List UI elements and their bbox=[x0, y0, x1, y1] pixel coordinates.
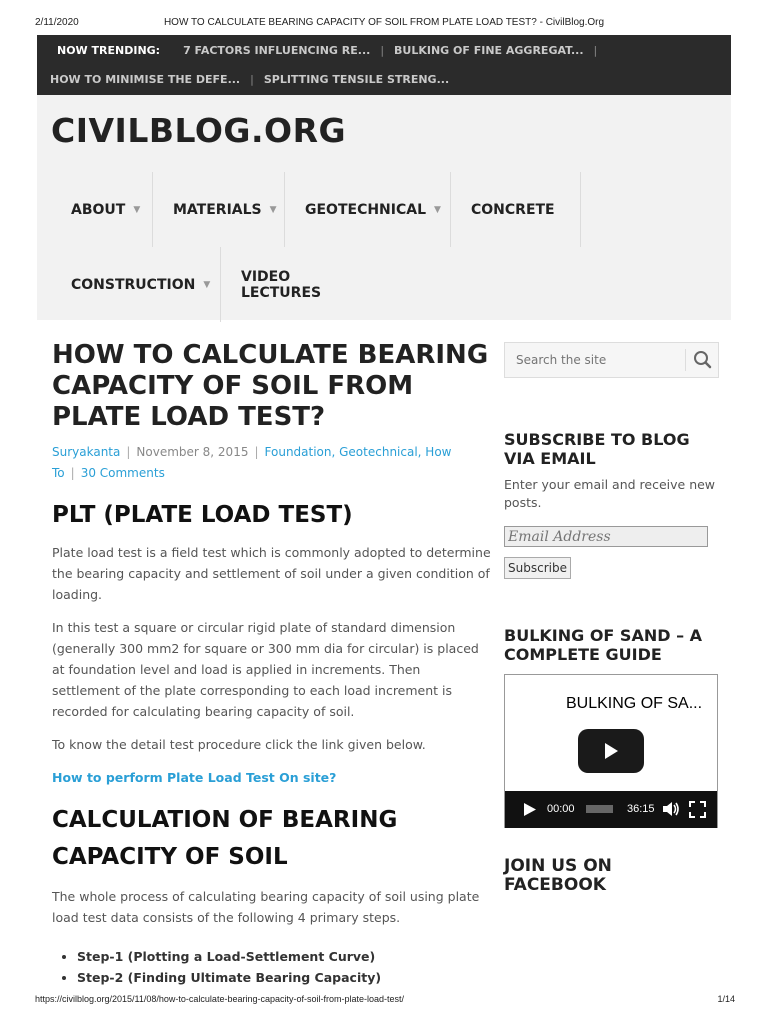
caret-down-icon: ▼ bbox=[133, 204, 141, 215]
nav-item-about[interactable] bbox=[51, 172, 153, 247]
page-number: 1/14 bbox=[717, 994, 735, 1004]
subscribe-description: Enter your email and receive new posts. bbox=[504, 477, 716, 510]
paragraph: The whole process of calculating bearing capacity of soil using plate load test data consists of the following 4 primary steps. bbox=[52, 889, 480, 925]
sidebar bbox=[504, 342, 719, 895]
video-controls bbox=[505, 791, 717, 828]
caret-down-icon: ▼ bbox=[203, 279, 211, 290]
search-box bbox=[504, 342, 719, 378]
video-progress-bar[interactable] bbox=[586, 805, 613, 813]
post-content bbox=[52, 340, 492, 988]
steps-list bbox=[52, 946, 492, 988]
email-field[interactable] bbox=[504, 526, 708, 547]
trending-row bbox=[57, 38, 607, 62]
post-meta: Suryakanta | November 8, 2015 | Foundation, Geotechnical, How To | 30 Comments bbox=[52, 445, 452, 480]
site-title[interactable]: CIVILBLOG.ORG bbox=[51, 111, 347, 150]
paragraph: Plate load test is a field test which is commonly adopted to determine the bearing capacity and settlement of soil under a given condition of loading. bbox=[52, 545, 491, 602]
trending-label: NOW TRENDING: bbox=[57, 43, 161, 57]
video-current-time: 00:00 bbox=[547, 803, 575, 815]
nav-label: MATERIALS bbox=[173, 201, 262, 218]
nav-item-video-lectures[interactable] bbox=[221, 247, 371, 322]
nav-label: CONCRETE bbox=[471, 201, 555, 218]
trending-item[interactable]: HOW TO MINIMISE THE DEFE... bbox=[50, 72, 241, 86]
print-header bbox=[0, 17, 768, 31]
nav-item-concrete[interactable] bbox=[451, 172, 581, 247]
trending-separator: | bbox=[250, 72, 254, 86]
play-icon[interactable] bbox=[523, 802, 537, 817]
search-icon[interactable] bbox=[685, 349, 718, 371]
trending-separator: | bbox=[593, 43, 598, 57]
video-screen[interactable] bbox=[505, 675, 717, 791]
print-title: HOW TO CALCULATE BEARING CAPACITY OF SOIL FROM PLATE LOAD TEST? - CivilBlog.Org bbox=[163, 17, 605, 28]
paragraph: In this test a square or circular rigid plate of standard dimension (generally 300 mm2 for square or 300 mm dia for circular) is placed at foundation level and load is applied in increments. Then settlement of the plate corresponding to each load increment is recorded for calculating bearing capacity of soil. bbox=[52, 620, 479, 719]
print-url: https://civilblog.org/2015/11/08/how-to-calculate-bearing-capacity-of-soil-from-plate-load-test/ bbox=[35, 994, 405, 1004]
post-date: November 8, 2015 bbox=[136, 445, 249, 459]
nav-item-construction[interactable] bbox=[51, 247, 221, 322]
section-heading-calculation: CALCULATION OF BEARING CAPACITY OF SOIL bbox=[52, 807, 398, 870]
paragraph: To know the detail test procedure click the link given below. bbox=[52, 737, 426, 752]
trending-row bbox=[50, 67, 449, 91]
trending-item[interactable]: SPLITTING TENSILE STRENG... bbox=[263, 72, 450, 86]
video-widget-title: BULKING OF SAND – A COMPLETE GUIDE bbox=[504, 626, 703, 664]
caret-down-icon: ▼ bbox=[434, 204, 441, 215]
nav-label: VIDEO LECTURES bbox=[241, 268, 322, 301]
section-heading-plt: PLT (PLATE LOAD TEST) bbox=[52, 502, 353, 528]
caret-down-icon: ▼ bbox=[269, 204, 277, 215]
site-header bbox=[37, 95, 731, 320]
video-player[interactable] bbox=[504, 674, 718, 828]
trending-separator: | bbox=[380, 43, 385, 57]
search-input[interactable] bbox=[505, 343, 685, 377]
nav-label: CONSTRUCTION bbox=[71, 276, 196, 293]
subscribe-widget-title: SUBSCRIBE TO BLOG VIA EMAIL bbox=[504, 430, 690, 468]
comments-link[interactable]: 30 Comments bbox=[80, 466, 165, 480]
list-item: • Step-1 (Plotting a Load-Settlement Curve) bbox=[77, 946, 492, 967]
trending-bar bbox=[37, 35, 731, 95]
nav-label: GEOTECHNICAL bbox=[305, 201, 427, 218]
subscribe-button[interactable]: Subscribe bbox=[504, 557, 571, 579]
facebook-widget-title: JOIN US ON FACEBOOK bbox=[504, 856, 612, 895]
trending-item[interactable]: BULKING OF FINE AGGREGAT... bbox=[394, 43, 584, 57]
post-title: HOW TO CALCULATE BEARING CAPACITY OF SOIL FROM PLATE LOAD TEST? bbox=[52, 340, 489, 432]
play-icon[interactable] bbox=[578, 729, 644, 773]
nav-label: ABOUT bbox=[71, 201, 126, 218]
author-link[interactable]: Suryakanta bbox=[52, 445, 121, 459]
plate-load-test-link[interactable]: How to perform Plate Load Test On site? bbox=[52, 770, 337, 785]
nav-item-geotechnical[interactable] bbox=[285, 172, 451, 247]
fullscreen-icon[interactable] bbox=[689, 801, 706, 818]
nav-item-materials[interactable] bbox=[153, 172, 285, 247]
trending-item[interactable]: 7 FACTORS INFLUENCING RE... bbox=[183, 43, 371, 57]
volume-icon[interactable] bbox=[662, 801, 680, 817]
video-duration: 36:15 bbox=[627, 803, 655, 815]
list-item: • Step-2 (Finding Ultimate Bearing Capacity) bbox=[77, 967, 492, 988]
category-links[interactable]: Foundation, Geotechnical, How To bbox=[52, 445, 452, 480]
print-date: 2/11/2020 bbox=[35, 17, 79, 28]
video-title: BULKING OF SA... bbox=[566, 695, 703, 712]
